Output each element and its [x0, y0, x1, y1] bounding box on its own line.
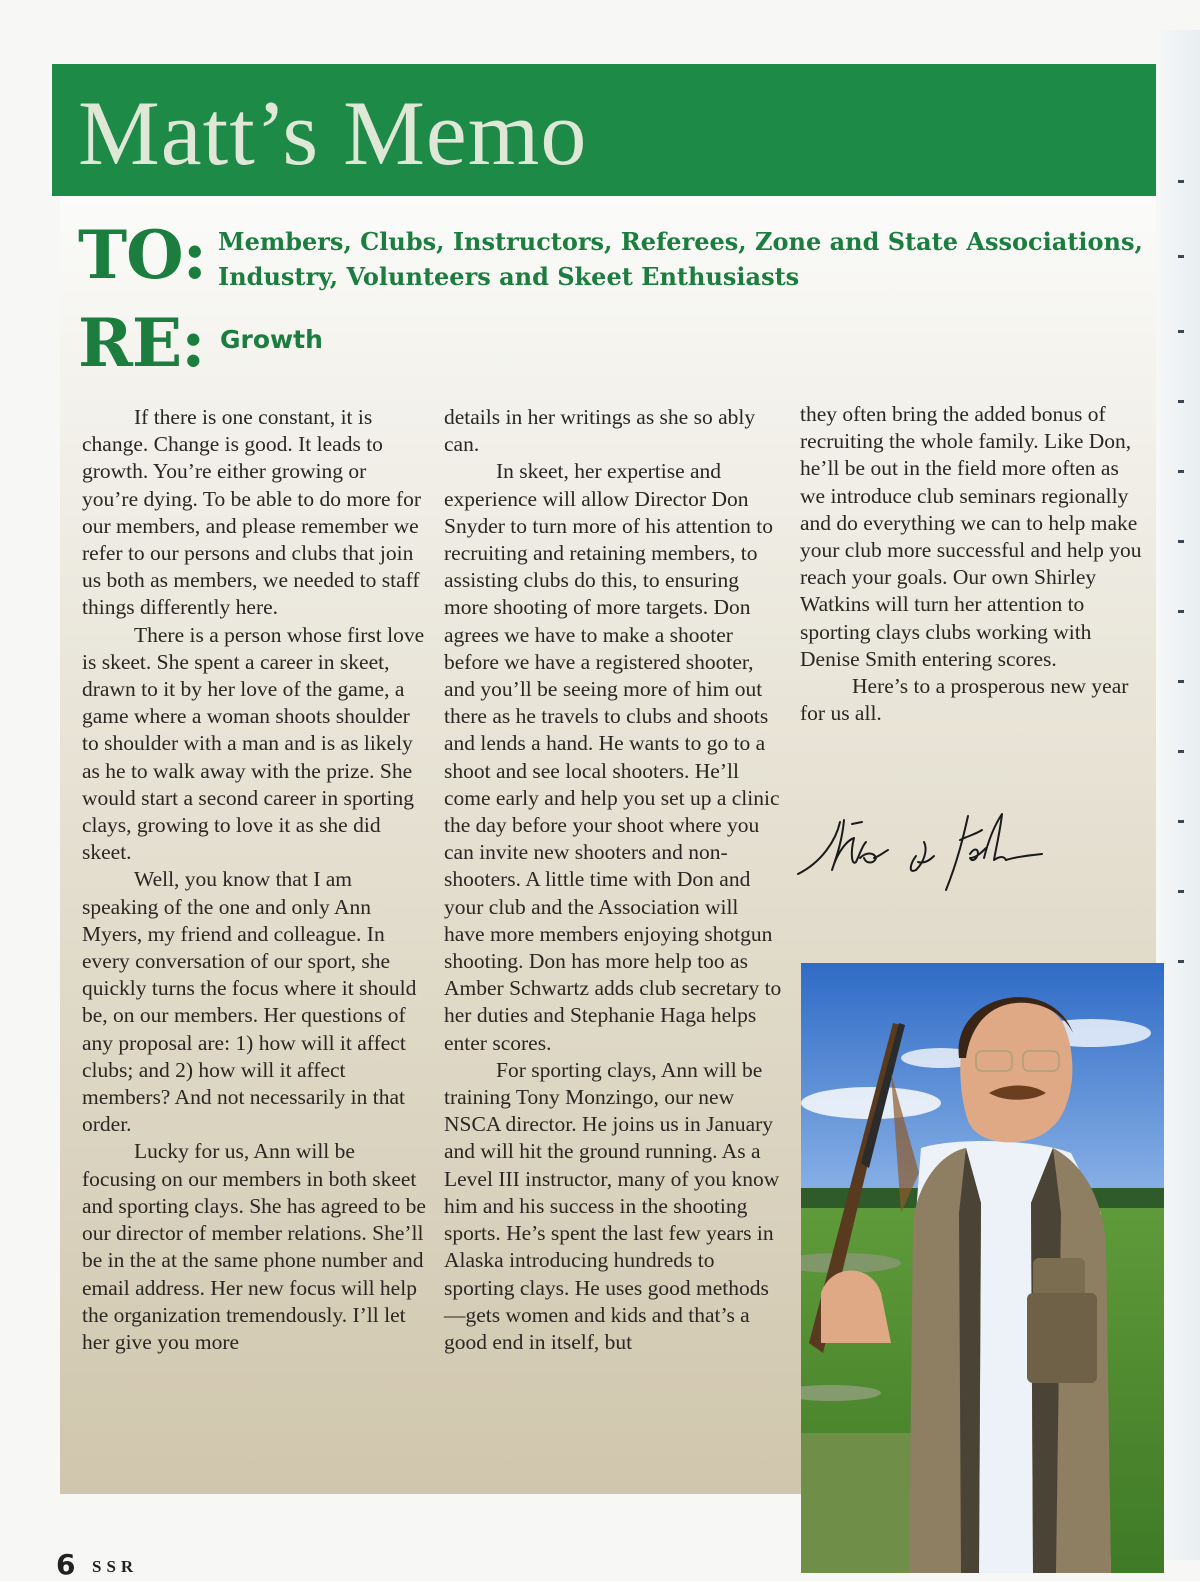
memo-to-label: TO:	[78, 216, 206, 294]
paragraph: In skeet, her expertise and experience will allow Director Don Snyder to turn more of his attention to recruiting and retaining members, to assisting clubs do this, to ensuring more shooting of more targets. Don agrees we have to make a shooter before we have a registered shooter, and you’ll be seeing more of him out there as he travels to clubs and shoots and lends a hand. He wants to go to a shoot and see local shooters. He’ll come early and help you set up a clinic the day before your shoot where you can invite new shooters and non-shooters. A little time with Don and your club and the Association will have more members enjoying shotgun shooting. Don has more help too as Amber Schwartz adds club secretary to her duties and Stephanie Haga helps enter scores.	[444, 459, 782, 1055]
paragraph: There is a person whose first love is skeet. She spent a career in skeet, drawn to it by her love of the game, a game where a woman shoots shoulder to shoulder with a man and is as likely as he to walk away with the prize. She would start a second career in sporting clays, growing to love it as she did skeet.	[82, 622, 425, 865]
memo-re-label: RE:	[78, 304, 205, 382]
portrait-photo	[801, 963, 1164, 1573]
page-edge	[1160, 30, 1200, 1560]
signature-icon	[792, 800, 1052, 896]
paragraph: Well, you know that I am speaking of the one and only Ann Myers, my friend and colleague. In every conversation of our sport, she quickly turns the focus where it should be, on our members. Her questions of any proposal are: 1) how will it affect clubs; and 2) how will it affect members? And not necessarily in that order.	[82, 867, 417, 1137]
body-column-1	[82, 404, 427, 1356]
body-column-2	[444, 404, 784, 1356]
paragraph: Lucky for us, Ann will be focusing on our members in both skeet and sporting clays. She has agreed to be our director of member relations. She’ll be in the at the same phone number and email address. Her new focus will help the organization tremendously. I’ll let her give you more	[82, 1139, 426, 1354]
page-title: Matt’s Memo	[78, 82, 588, 184]
paragraph: For sporting clays, Ann will be training Tony Monzingo, our new NSCA director. He joins us in January and will hit the ground running. As a Level III instructor, many of you know him and his success in the shooting sports. He’s spent the last few years in Alaska introducing hundreds to sporting clays. He uses good methods—gets women and kids and that’s a good end in itself, but	[444, 1057, 780, 1354]
memo-subject: Growth	[220, 325, 323, 354]
magazine-name: SSR	[92, 1557, 139, 1576]
paragraph: If there is one constant, it is change. Change is good. It leads to growth. You’re either growing or you’re dying. To be able to do more for our members, and please remember we refer to our persons and clubs that join us both as members, we needed to staff things differently here.	[82, 405, 422, 620]
memo-to-recipients: Members, Clubs, Instructors, Referees, Zone and State Associations, Industry, Volunteers and Skeet Enthusiasts	[218, 227, 1143, 291]
paragraph-continued: they often bring the added bonus of recruiting the whole family. Like Don, he’ll be out in the field more often as we introduce club seminars regionally and do everything we can to help make your club more successful and help you reach your goals. Our own Shirley Watkins will turn her attention to sporting clays clubs working with Denise Smith entering scores.	[800, 402, 1142, 671]
page-number: 6	[56, 1548, 76, 1581]
paragraph-continued: details in her writings as she so ably can.	[444, 405, 756, 457]
paragraph: Here’s to a prosperous new year for us all.	[800, 674, 1129, 726]
body-column-3	[800, 401, 1145, 727]
